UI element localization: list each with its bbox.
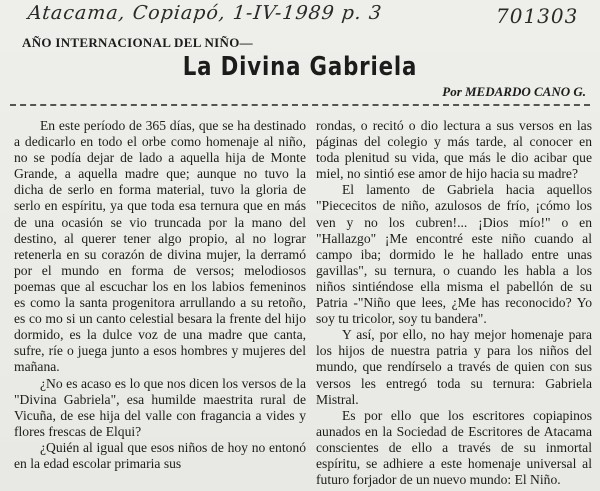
section-heading: AÑO INTERNACIONAL DEL NIÑO— [22,35,253,50]
article-title: La Divina Gabriela [182,52,418,82]
article-byline: Por MEDARDO CANO G. [442,84,586,99]
left-column [14,118,306,472]
paragraph: En este período de 365 días, que se ha destinado a dedicarlo en todo el orbe como homenaje al niño, no se podía dejar de lado a aquella hija de Monte Grande, a aquella madre que; aunque no tuvo la dicha de serlo en forma material, tuvo la gloria de serlo en espíritu, ya que toda esa ternura que en más de una ocasión se vio truncada por la mano del destino, al querer tener algo propio, al no lograr retenerla en su corazón de divina mujer, la derramó por el mundo en forma de versos; melodiosos poemas que al escuchar los en los labios femeninos es como la santa progenitora arrullando a su retoño, es co mo si un canto celestial besara la frente del hijo dormido, es la dulce voz de una madre que canta, sufre, ríe o juega junto a esos hombres y mujeres del mañana. [14,118,306,375]
paragraph: El lamento de Gabriela hacia aquellos "Piececitos de niño, azulosos de frío, ¡cómo los ven y no los cubren!... ¡Dios mío!" o en "Hallazgo" ¡Me encontré este niño cuando al campo iba; dormido le he hallado entre unas gavillas", su ternura, o cuando les habla a los niños sintiéndose ella misma el pabellón de su Patria -"Niño que lees, ¿Me has reconocido? Yo soy tu tricolor, soy tu bandera". [316,182,592,327]
dashed-separator [10,104,590,106]
paragraph: ¿No es acaso es lo que nos dicen los versos de la "Divina Gabriela", esa humilde maestrita rural de Vicuña, de ese hija del valle con fragancia a vides y flores frescas de Elqui? [14,375,306,439]
handwritten-archive-id: 701303 [496,4,579,28]
paragraph: Es por ello que los escritores copiapinos aunados en la Sociedad de Escritores de Atacama conscientes de ello a través de su inmortal espíritu, se adhiere a este homenaje universal al futuro forjador de un nuevo mundo: El Niño. [316,407,592,488]
handwritten-source-note: Atacama, Copiapó, 1-IV-1989 p. 3 [26,2,384,24]
paragraph: Y así, por ello, no hay mejor homenaje para los hijos de nuestra patria y para los niños del mundo, que rendírselo a través de quien con sus versos les entregó toda su ternura: Gabriela Mistral. [316,327,592,407]
paragraph: ¿Quién al igual que esos niños de hoy no entonó en la edad escolar primaria sus [14,439,306,471]
right-column [316,118,592,488]
paragraph: rondas, o recitó o dio lectura a sus versos en las páginas del colegio y más tarde, al conocer en toda plenitud su vida, que más le dio acibar que miel, no sintió ese amor de hijo hacia su madre? [316,118,592,182]
